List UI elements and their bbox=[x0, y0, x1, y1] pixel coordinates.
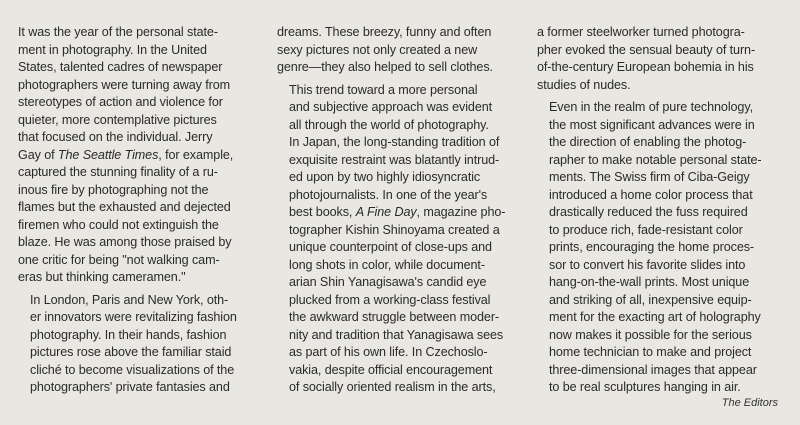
text-line: States, talented cadres of newspaper bbox=[18, 60, 223, 74]
text-line: of-the-century European bohemia in his bbox=[537, 60, 754, 74]
text-line: flames but the exhausted and dejected bbox=[18, 200, 231, 214]
text-line: photographers' private fantasies and bbox=[30, 380, 230, 394]
text-line: introduced a home color process that bbox=[549, 187, 753, 202]
text-line: Even in the realm of pure technology, bbox=[549, 100, 753, 114]
text-line: home technician to make and project bbox=[549, 345, 752, 359]
text-line: stereotypes of action and violence for bbox=[18, 95, 223, 109]
text-line: ed upon by two highly idiosyncratic bbox=[289, 170, 481, 184]
italic-title: A Fine Day bbox=[355, 205, 417, 219]
text-line: inous fire by photographing not the bbox=[18, 182, 209, 197]
text-line: now makes it possible for the serious bbox=[549, 327, 752, 342]
text-line: nity and tradition that Yanagisawa sees bbox=[289, 327, 504, 342]
text-line: three-dimensional images that appear bbox=[549, 362, 757, 377]
text-column-1 bbox=[18, 24, 258, 402]
text-line: genre—they also helped to sell clothes. bbox=[277, 60, 493, 74]
text-line: tographer Kishin Shinoyama created a bbox=[289, 222, 500, 237]
text-line: a former steelworker turned photogra- bbox=[537, 25, 745, 39]
text-line: In London, Paris and New York, oth- bbox=[30, 292, 229, 307]
text-line: and subjective approach was evident bbox=[289, 100, 493, 114]
text-line: studies of nudes. bbox=[537, 77, 631, 92]
text-line: arian Shin Yanagisawa's candid eye bbox=[289, 275, 487, 289]
text-line: plucked from a working-class festival bbox=[289, 292, 491, 307]
text-line: the direction of enabling the photog- bbox=[549, 135, 747, 149]
text-line: captured the stunning finality of a ru- bbox=[18, 165, 218, 179]
paragraph bbox=[537, 99, 777, 397]
paragraph bbox=[277, 24, 517, 77]
paragraph bbox=[18, 24, 258, 287]
text-line: er innovators were revitalizing fashion bbox=[30, 310, 237, 324]
text-line: to be real sculptures hanging in air. bbox=[549, 380, 741, 394]
paragraph bbox=[18, 292, 258, 397]
text-line: best books, A Fine Day, magazine pho- bbox=[289, 205, 506, 219]
text-line: It was the year of the personal state- bbox=[18, 25, 218, 39]
italic-title: The Seattle Times bbox=[57, 147, 159, 162]
signature: The Editors bbox=[721, 397, 778, 409]
text-line: the awkward struggle between moder- bbox=[289, 310, 500, 324]
text-line: cliché to become visualizations of the bbox=[30, 362, 235, 377]
text-line: hang-on-the-wall prints. Most unique bbox=[549, 275, 750, 289]
text-line: the most significant advances were in bbox=[549, 117, 755, 132]
text-line: pher evoked the sensual beauty of turn- bbox=[537, 42, 756, 57]
text-line: exquisite restraint was blatantly intrud- bbox=[289, 152, 500, 167]
text-line: vakia, despite official encouragement bbox=[289, 362, 493, 377]
paragraph bbox=[277, 82, 517, 397]
text-line: drastically reduced the fuss required bbox=[549, 205, 748, 219]
text-line: photojournalists. In one of the year's bbox=[289, 187, 488, 202]
text-line: long shots in color, while document- bbox=[289, 257, 485, 272]
text-line: and striking of all, inexpensive equip- bbox=[549, 292, 752, 307]
text-line: that focused on the individual. Jerry bbox=[18, 130, 213, 144]
paragraph bbox=[537, 24, 777, 94]
text-line: dreams. These breezy, funny and often bbox=[277, 25, 492, 39]
text-line: one critic for being "not walking cam- bbox=[18, 252, 220, 267]
text-line: blaze. He was among those praised by bbox=[18, 235, 232, 249]
text-line: firemen who could not extinguish the bbox=[18, 217, 219, 232]
text-line: pictures rose above the familiar staid bbox=[30, 345, 232, 359]
text-line: as part of his own life. In Czechoslo- bbox=[289, 345, 488, 359]
text-column-3 bbox=[537, 24, 777, 402]
text-line: eras but thinking cameramen." bbox=[18, 270, 186, 284]
text-line: ment in photography. In the United bbox=[18, 42, 207, 57]
text-line: quieter, more contemplative pictures bbox=[18, 112, 217, 127]
text-line: of socially oriented realism in the arts, bbox=[289, 380, 496, 394]
text-line: rapher to make notable personal state- bbox=[549, 152, 762, 167]
text-line: photography. In their hands, fashion bbox=[30, 327, 227, 342]
text-line: In Japan, the long-standing tradition of bbox=[289, 135, 500, 149]
text-line: photographers were turning away from bbox=[18, 77, 231, 92]
text-line: all through the world of photography. bbox=[289, 117, 489, 132]
text-line: Gay of The Seattle Times, for example, bbox=[18, 147, 234, 162]
text-column-2 bbox=[277, 24, 517, 402]
text-line: unique counterpoint of close-ups and bbox=[289, 240, 492, 254]
text-line: sor to convert his favorite slides into bbox=[549, 257, 746, 272]
text-line: ment for the exacting art of holography bbox=[549, 310, 761, 324]
text-line: sexy pictures not only created a new bbox=[277, 42, 478, 57]
text-line: prints, encouraging the home proces- bbox=[549, 240, 755, 254]
text-line: This trend toward a more personal bbox=[289, 82, 478, 97]
text-line: ments. The Swiss firm of Ciba-Geigy bbox=[549, 170, 750, 184]
text-line: to produce rich, fade-resistant color bbox=[549, 222, 743, 237]
